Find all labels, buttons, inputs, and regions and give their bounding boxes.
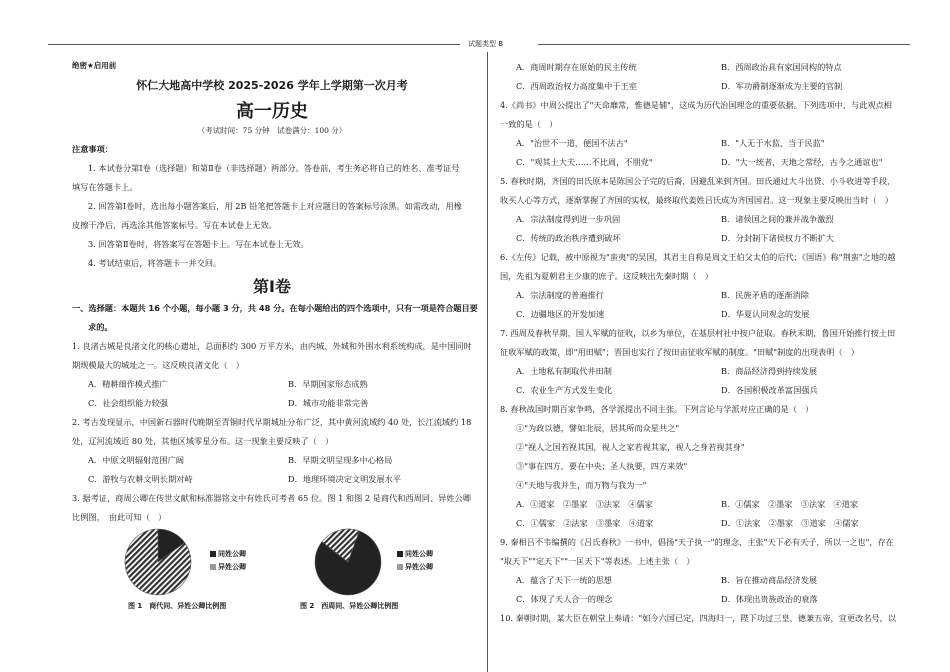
- q4-option-a: A．"治世不一道，便国不法古": [516, 138, 628, 148]
- q2-options: [72, 470, 472, 489]
- q6-option-a: A．宗法制度的普遍推行: [516, 290, 604, 300]
- left-column: [72, 56, 478, 527]
- q1-option-d: D．城市功能非常完善: [288, 398, 369, 408]
- q5-options: [500, 210, 910, 229]
- notice-line: 皮擦干净后，再选涂其他答案标号。写在本试卷上无效。: [72, 220, 277, 230]
- q8-option-a: A．①道家 ②墨家 ③法家 ④儒家: [516, 499, 653, 509]
- exam-type-label: 试题类型 B: [468, 40, 504, 48]
- pie-chart-1: [122, 526, 194, 598]
- q8-option-d: D．①法家 ②墨家 ③道家 ④儒家: [721, 518, 859, 528]
- q9-stem: 9. 秦相吕不韦编撰的《吕氏春秋》一书中，倡扬"天子执一"的理念，主张"天下必有天子，所以一之也"，存在: [500, 537, 894, 547]
- q3-option-d: D．军功爵制逐渐成为主要的官制: [721, 81, 843, 91]
- top-header-bar: [48, 40, 910, 50]
- q2-option-d: D．地理环境决定文明发展水平: [288, 474, 402, 484]
- q8-item: ①"为政以德，譬如北辰，居其所而众星共之": [516, 423, 680, 433]
- figure-2-caption: 图 2 西周同、异姓公卿比例图: [300, 602, 399, 610]
- legend-item-same: 同姓公卿: [210, 548, 246, 561]
- figure-1-caption: 图 1 商代同、异姓公卿比例图: [128, 602, 227, 610]
- q4-option-d: D．"大一统者，天地之常经，古今之通谊也": [721, 157, 883, 167]
- notice-line: 1. 本试卷分第Ⅰ卷（选择题）和第Ⅱ卷（非选择题）两部分。答卷前，考生务必将自己的姓名、准考证号: [88, 163, 460, 173]
- pie-chart-2: [312, 526, 384, 598]
- q3-stem: 比例图， 由此可知（ ）: [72, 512, 167, 522]
- q2-options: [72, 451, 472, 470]
- q8-option-b: B．①儒家 ②墨家 ③法家 ④道家: [721, 499, 859, 509]
- section-instruction: 一、选择题：本题共 16 个小题，每小题 3 分，共 48 分。在每小题给出的四个选项中，只有一项是符合题目要: [72, 303, 478, 313]
- q5-option-a: A．宗法制度得到进一步巩固: [516, 214, 621, 224]
- legend-item-diff: 异姓公卿: [397, 561, 433, 574]
- q6-stem: 6.《左传》记载，被中原视为"蛮夷"的吴国，其君主自称是周文王伯父太伯的后代；《国语》称"荆蛮"之地的越: [500, 252, 896, 262]
- q3-option-c: C．西周政治权力高度集中于王室: [516, 81, 637, 91]
- q1-options: [72, 394, 472, 413]
- q7-option-d: D．各国积极改革富国强兵: [721, 385, 818, 395]
- section-instruction-cont: 求的。: [88, 322, 113, 332]
- q7-options: [500, 381, 910, 400]
- notice-line: 2. 回答第Ⅰ卷时，选出每小题答案后，用 2B 铅笔把答题卡上对应题目的答案标号涂黑。如需改动，用橡: [88, 201, 462, 211]
- q3-option-a: A．商周时期存在原始的民主传统: [516, 62, 637, 72]
- q4-stem: 一致的是（ ）: [500, 119, 558, 129]
- q9-options: [500, 571, 910, 590]
- q2-stem: 处，辽河流域近 80 处，其他区域零星分布。这一现象主要反映了（ ）: [72, 436, 334, 446]
- header-rule-left: [48, 44, 460, 45]
- q5-stem: 收买人心等方式，逐渐掌握了齐国的实权，最终取代姜姓吕氏成为齐国国君。这一现象主要反映出当时（ ）: [500, 195, 894, 205]
- q9-option-c: C．体现了天人合一的理念: [516, 594, 613, 604]
- q1-option-a: A．精耕细作模式推广: [88, 379, 168, 389]
- legend-item-same: 同姓公卿: [397, 548, 433, 561]
- q6-options: [500, 305, 910, 324]
- q4-options: [500, 153, 910, 172]
- notice-line: 4. 考试结束后，将答题卡一并交回。: [88, 258, 222, 268]
- q3-stem: 3. 据考证，商周公卿在传世文献和标准器铭文中有姓氏可考者 65 位。图 1 和图 2 是商代和西周同、异姓公卿: [72, 493, 471, 503]
- q6-option-d: D．华夏认同观念的发展: [721, 309, 810, 319]
- q8-options: [500, 495, 910, 514]
- q7-option-b: B．商品经济得到持续发展: [721, 366, 818, 376]
- header-rule-right: [538, 44, 910, 45]
- q2-option-c: C．游牧与农耕文明长期对峙: [88, 474, 193, 484]
- q4-options: [500, 134, 910, 153]
- legend-item-diff: 异姓公卿: [210, 561, 246, 574]
- q6-option-b: B．民族矛盾的逐渐消除: [721, 290, 809, 300]
- q2-option-b: B．早期文明呈现多中心格局: [288, 455, 393, 465]
- q2-stem: 2. 考古发现显示，中国新石器时代晚期至青铜时代早期城址分布广泛，其中黄河流域约 40 处，长江流域约 18: [72, 417, 472, 427]
- q4-option-c: C．"观其土大夫……不比周，不朋党": [516, 157, 653, 167]
- volume-title: 第Ⅰ卷: [253, 277, 291, 296]
- q8-item: ③"事在四方，要在中央；圣人执要，四方来效": [516, 461, 688, 471]
- legend-2: [397, 548, 433, 574]
- q5-option-d: D．分封制下诸侯权力不断扩大: [721, 233, 835, 243]
- q1-option-b: B．早期国家形态成熟: [288, 379, 368, 389]
- figure-1: [122, 526, 194, 600]
- q8-option-c: C．①儒家 ②法家 ③墨家 ④道家: [516, 518, 654, 528]
- q8-item: ④"天地与我并生，而万物与我为一": [516, 480, 647, 490]
- school-title: 怀仁大地高中学校 2025-2026 学年上学期第一次月考: [136, 79, 408, 92]
- q7-option-c: C．农业生产方式发生变化: [516, 385, 613, 395]
- q8-item: ②"视人之国若视其国，视人之家若视其家，视人之身若视其身": [516, 442, 745, 452]
- q8-stem: 8. 春秋战国时期百家争鸣，各学派提出不同主张。下列言论与学派对应正确的是（ ）: [500, 404, 814, 414]
- column-divider: [487, 52, 488, 672]
- q8-options: [500, 514, 910, 533]
- notice-title: 注意事项：: [72, 144, 113, 154]
- subject-title: 高一历史: [236, 101, 308, 122]
- q7-stem: 征收军赋的政策，即"用田赋"；晋国也实行了按田亩征收军赋的制度。"田赋"制度的出现表明（ ）: [500, 347, 859, 357]
- q7-options: [500, 362, 910, 381]
- q5-option-b: B．诸侯国之间的兼并战争激烈: [721, 214, 834, 224]
- q1-stem: 1. 良渚古城是良渚文化的核心遗址，总面积约 300 万平方米，由内城、外城和外围水利系统构成，是中国同时: [72, 341, 472, 351]
- q5-options: [500, 229, 910, 248]
- q3-options: [500, 58, 910, 77]
- legend-swatch-same: [397, 551, 403, 557]
- right-column: [500, 58, 910, 628]
- q2-option-a: A．中原文明辐射范围广阔: [88, 455, 184, 465]
- q7-option-a: A．土地私有制取代井田制: [516, 366, 612, 376]
- q1-options: [72, 375, 472, 394]
- exam-info: （考试时间：75 分钟 试卷满分：100 分）: [197, 126, 347, 135]
- q7-stem: 7. 西周及春秋早期，国人军赋的征收，以乡为单位，在基层村社中按户征取。春秋末期，鲁国开始推行按土田: [500, 328, 896, 338]
- legend-1: [210, 548, 246, 574]
- q6-options: [500, 286, 910, 305]
- q4-stem: 4.《尚书》中周公提出了"天命靡常，惟德是辅"，这成为历代治国理念的重要依据。下列选项中，与此观点相: [500, 100, 892, 110]
- q5-option-c: C．传统的政治秩序遭到破坏: [516, 233, 621, 243]
- q10-stem: 10. 秦朝时期，某大臣在朝堂上奏请："如今六国已定，四海归一，陛下功过三皇，德兼五帝，宜更改名号，以: [500, 613, 897, 623]
- q9-option-d: D．体现出贵族政治的衰落: [721, 594, 818, 604]
- q6-stem: 国，先祖为夏朝君主少康的庶子。这反映出先秦时期（ ）: [500, 271, 713, 281]
- legend-swatch-diff: [397, 564, 403, 570]
- q4-option-b: B．"人无于水监，当于民监": [721, 138, 825, 148]
- q9-option-b: B．旨在推动商品经济发展: [721, 575, 818, 585]
- notice-line: 填写在答题卡上。: [72, 182, 138, 192]
- legend-swatch-same: [210, 551, 216, 557]
- notice-line: 3. 回答第Ⅱ卷时，将答案写在答题卡上。写在本试卷上无效。: [88, 239, 309, 249]
- q3-options: [500, 77, 910, 96]
- legend-swatch-diff: [210, 564, 216, 570]
- q9-option-a: A．蕴含了天下一统的思想: [516, 575, 612, 585]
- q1-option-c: C．社会组织能力较强: [88, 398, 168, 408]
- q9-options: [500, 590, 910, 609]
- secret-label: 绝密★启用前: [72, 61, 117, 70]
- q9-stem: "取天下""定天下""一匡天下"等表述。上述主张（ ）: [500, 556, 695, 566]
- q6-option-c: C．边疆地区的开发加速: [516, 309, 605, 319]
- q3-option-b: B．西周政治具有家国同构的特点: [721, 62, 842, 72]
- figure-2: [312, 526, 384, 600]
- q5-stem: 5. 春秋时期，齐国的田氏原本是陈国公子完的后裔，因避乱来到齐国。田氏通过大斗出贷、小斗收进等手段，: [500, 176, 896, 186]
- q1-stem: 期规模最大的城址之一。这反映良渚文化（ ）: [72, 360, 244, 370]
